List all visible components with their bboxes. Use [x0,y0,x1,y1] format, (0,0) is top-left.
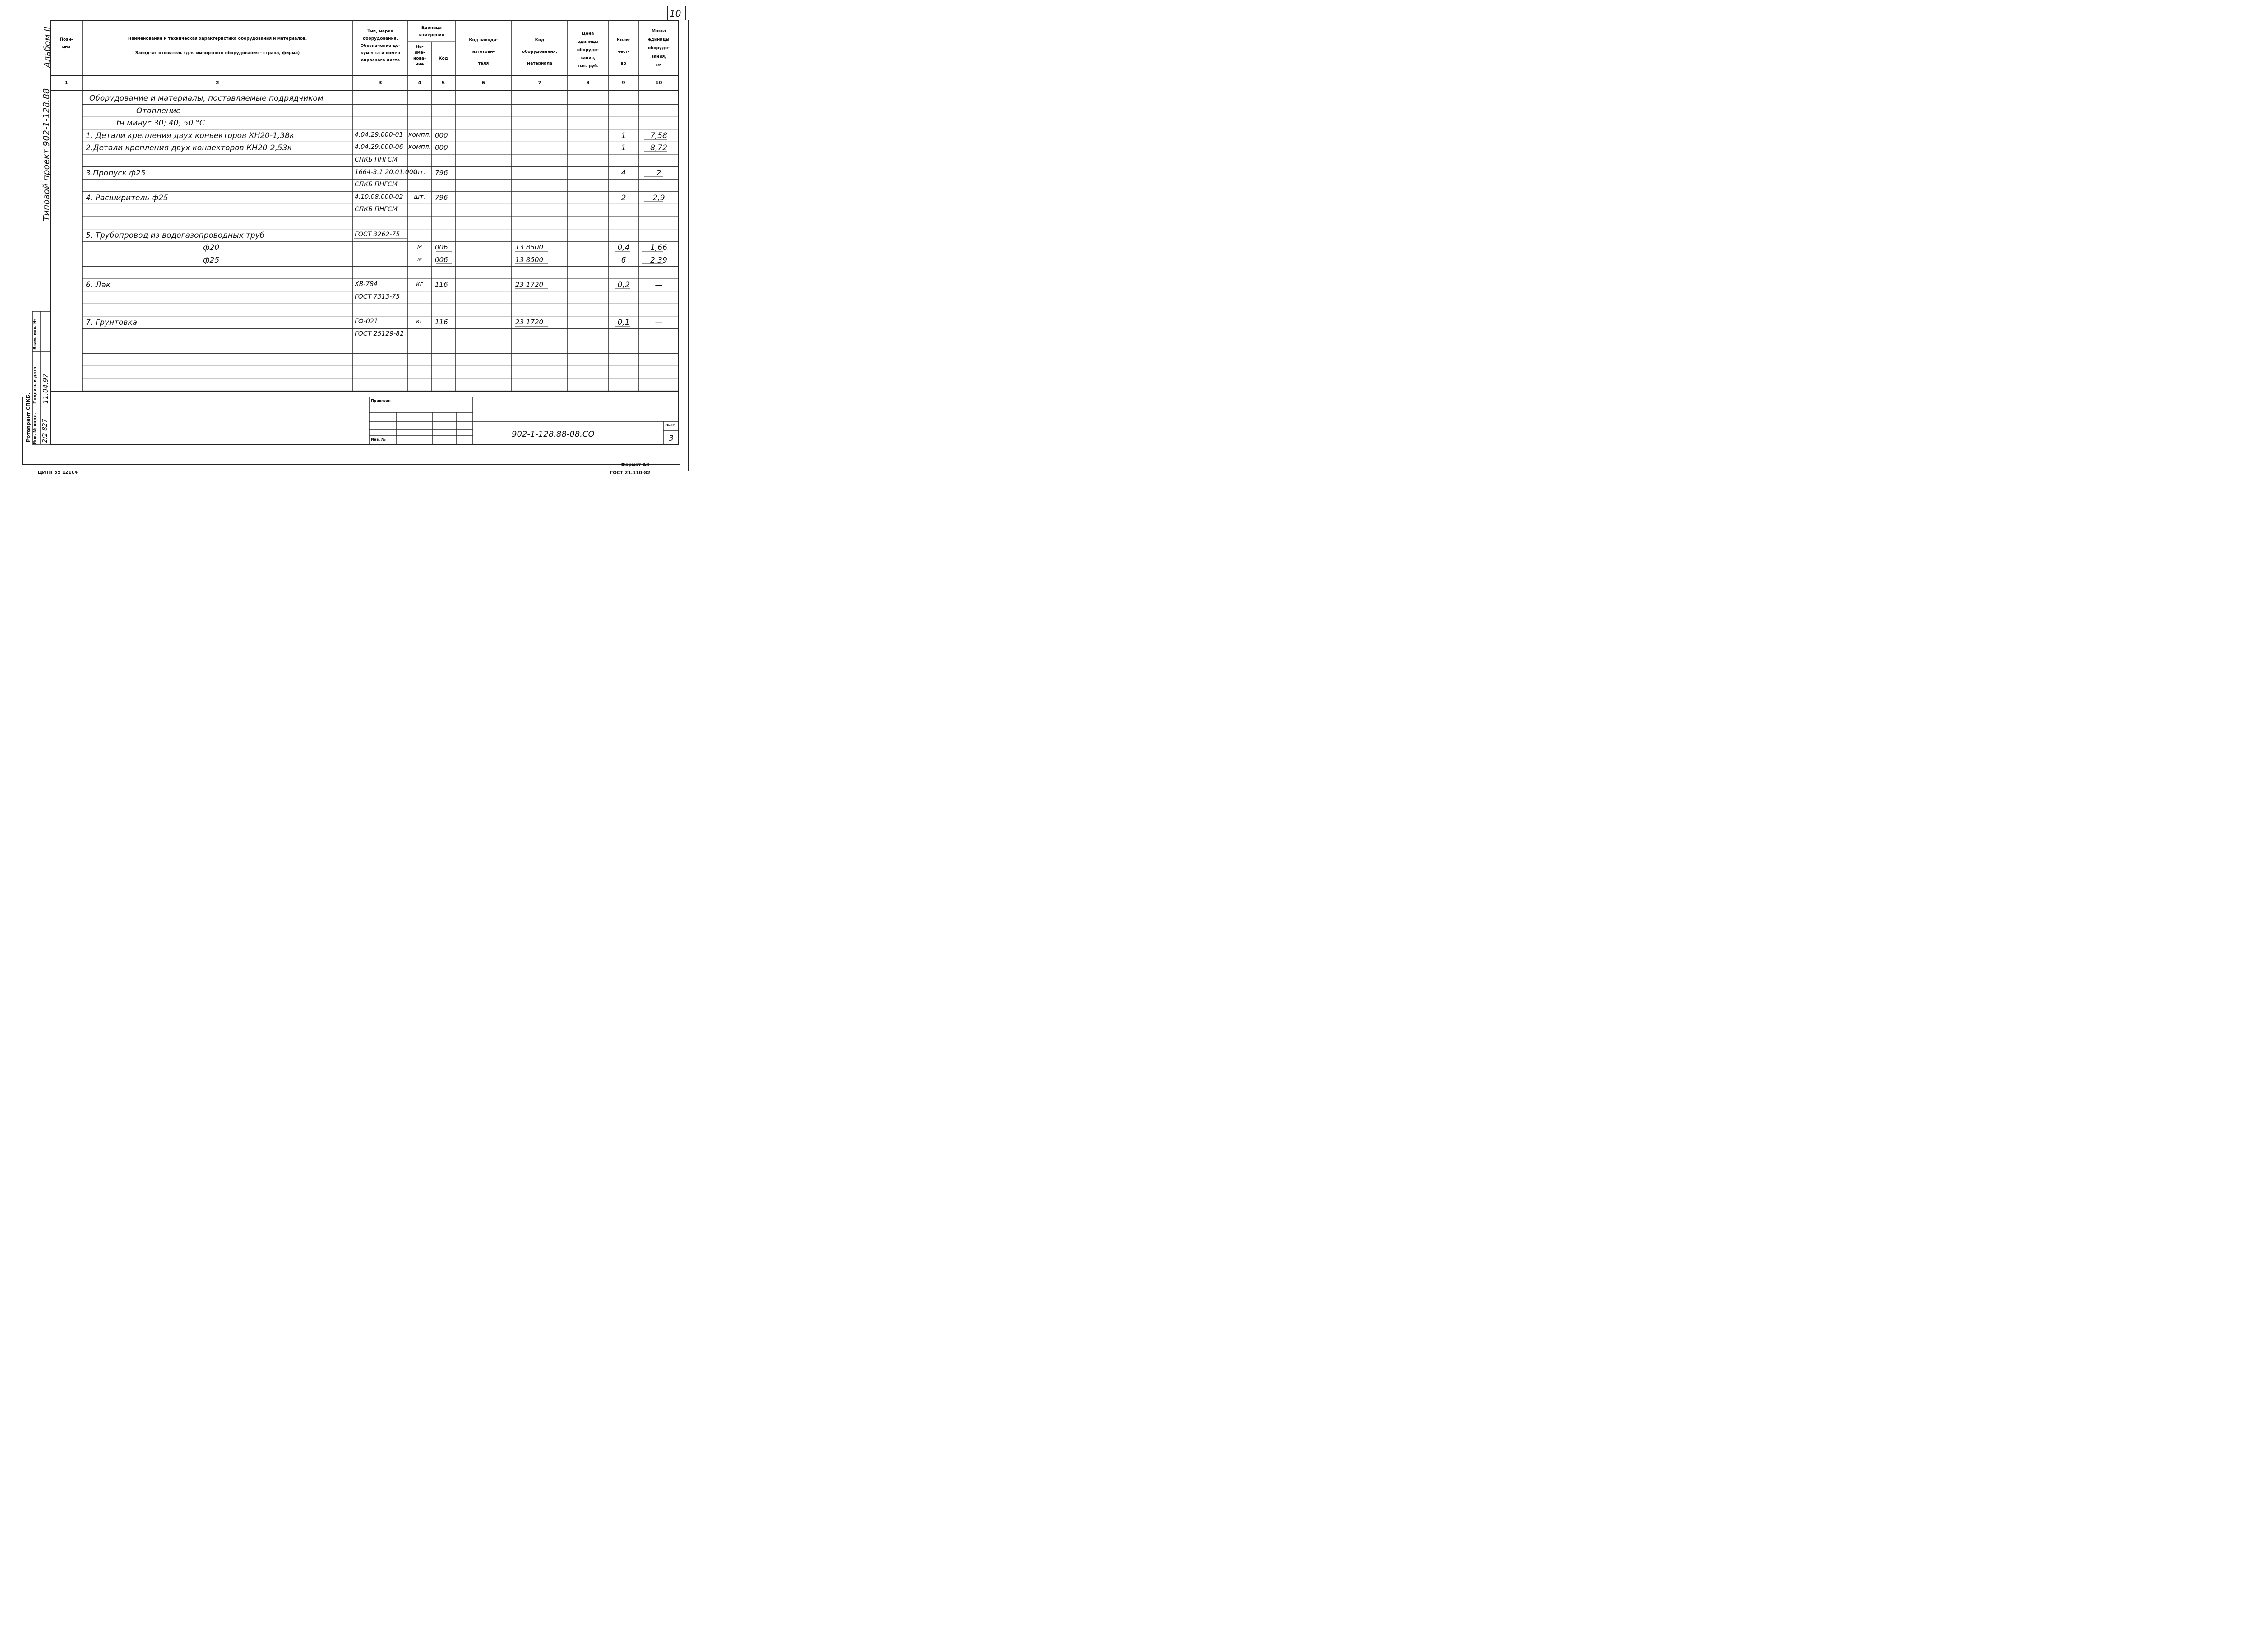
cell-qty: 1 [621,131,626,140]
header-type: Тип, марка оборудования. Обозначение до- кумента и номер опросного листа [360,29,401,63]
cell-type: ГОСТ 25129-82 [355,330,404,338]
column-number: 1 [65,80,68,86]
cell-unit: м [417,243,422,251]
cell-code: 116 [435,318,448,326]
cell-name: 7. Грунтовка [86,318,138,327]
header-unit-name: На- име- нова- ние [413,45,426,67]
cell-mass: 2,39 [650,255,667,265]
cell-eqcode: 23 1720 [515,318,544,326]
cell-unit: шт. [414,168,425,176]
column-number: 4 [418,80,421,86]
cell-name: tн минус 30; 40; 50 °C [116,119,205,128]
cell-type: 4.04.29.000-06 [355,143,403,151]
cell-unit: шт. [414,193,425,201]
sign-date-value: 11.04.97 [42,374,50,404]
cell-name: 6. Лак [86,281,111,290]
cell-name: Оборудование и материалы, поставляемые подрядчиком [89,94,324,103]
sign-date-label: Подпись и дата [33,367,37,404]
column-number: 6 [481,80,485,86]
document-code: 902-1-128.88-08.СО [512,429,595,439]
header-position: Пози- ция [60,37,73,49]
header-equipment-code: Код оборудования, материала [522,38,557,66]
cell-code: 006 [435,255,448,264]
header-unit-code: Код [439,56,448,61]
header-unit-group: Единица измерения [419,26,444,37]
cell-code: 000 [435,131,448,139]
cell-unit: компл. [408,131,431,138]
cell-qty: 2 [621,193,626,203]
project-label: Типовой проект 902-1-128.88 [42,88,51,221]
cell-mass: 2,9 [652,193,665,203]
sheet-label: Лист [665,423,675,427]
header-mass: Масса единицы оборудо- вания, кг [647,29,670,68]
replace-inv-label: Взам. инв. № [33,319,37,350]
footer-code: ЦИТП 55 12104 [38,470,78,475]
header-name-line2: Завод-изготовитель (для импортного оборудования - страна, фирма) [135,51,300,55]
cell-type: 4.10.08.000-02 [355,193,403,201]
cell-mass: — [655,281,663,290]
cell-type: ХВ-784 [355,281,378,288]
cell-type: 4.04.29.000-01 [355,131,403,138]
cell-code: 796 [435,193,448,202]
cell-mass: 1,66 [650,243,667,253]
column-number: 9 [622,80,625,86]
inv-value: 2/2 827 [42,419,49,443]
cell-name: 4. Расширитель ф25 [86,193,168,203]
header-plant-code: Код завода- изготови- теля [469,38,498,66]
footer-gost: ГОСТ 21.110-82 [610,471,651,475]
footer-format: Формат А3 [621,462,649,467]
cell-code: 796 [435,168,448,177]
cell-type: ГФ-021 [355,318,378,325]
column-number: 3 [379,80,382,86]
column-number: 7 [538,80,541,86]
cell-qty: 0,2 [617,281,630,290]
album-label: Альбом II [42,26,52,68]
cell-name: ф25 [203,255,220,265]
column-number: 8 [586,80,590,86]
cell-qty: 4 [621,168,626,178]
stamp-inv-label: Инв. № [371,438,386,442]
cell-unit: кг [416,318,423,325]
cell-mass: — [655,318,663,327]
sheet-number: 3 [669,434,674,443]
page-number: 10 [670,8,681,19]
cell-type: 1664-3.1.20.01.000 [355,168,417,176]
cell-type: ГОСТ 7313-75 [355,293,400,300]
cell-code: 116 [435,281,448,289]
cell-unit: кг [416,281,423,288]
column-number: 2 [216,80,219,86]
cell-name: 5. Трубопровод из водогазопроводных труб [86,231,265,240]
cell-unit: компл. [408,143,431,151]
rotaprint-label: Ротапринт СПКБ. [25,392,31,442]
cell-unit: м [417,255,422,263]
header-price: Цена единицы оборудо- вания, тыс. руб. [577,32,599,69]
cell-mass: 7,58 [650,131,667,140]
cell-eqcode: 13 8500 [515,243,544,252]
cell-qty: 0,4 [617,243,630,253]
inv-label: Инв. № подл. [33,413,37,444]
cell-qty: 0,1 [617,318,630,327]
cell-eqcode: 23 1720 [515,281,544,289]
cell-eqcode: 13 8500 [515,255,544,264]
cell-qty: 1 [621,143,626,153]
cell-name: Отопление [136,106,181,115]
cell-mass: 8,72 [650,143,667,153]
cell-type: СПКБ ПНГСМ [355,181,398,189]
cell-type: ГОСТ 3262-75 [355,231,400,238]
cell-type: СПКБ ПНГСМ [355,156,398,163]
cell-name: ф20 [203,243,220,253]
column-number: 5 [441,80,445,86]
privyazan-label: Привязан [371,399,391,403]
cell-code: 000 [435,143,448,152]
cell-code: 006 [435,243,448,252]
cell-name: 3.Пропуск ф25 [86,168,146,178]
cell-name: 2.Детали крепления двух конвекторов КН20-2,53к [86,143,292,153]
cell-type: СПКБ ПНГСМ [355,206,398,213]
cell-name: 1. Детали крепления двух конвекторов КН20-1,38к [86,131,295,140]
cell-mass: 2 [656,168,661,178]
cell-qty: 6 [621,255,626,265]
column-number: 10 [655,80,662,86]
header-quantity: Коли- чест- во [616,38,631,66]
header-name-line1: Наименование и техническая характеристика оборудования и материалов. [128,37,307,41]
